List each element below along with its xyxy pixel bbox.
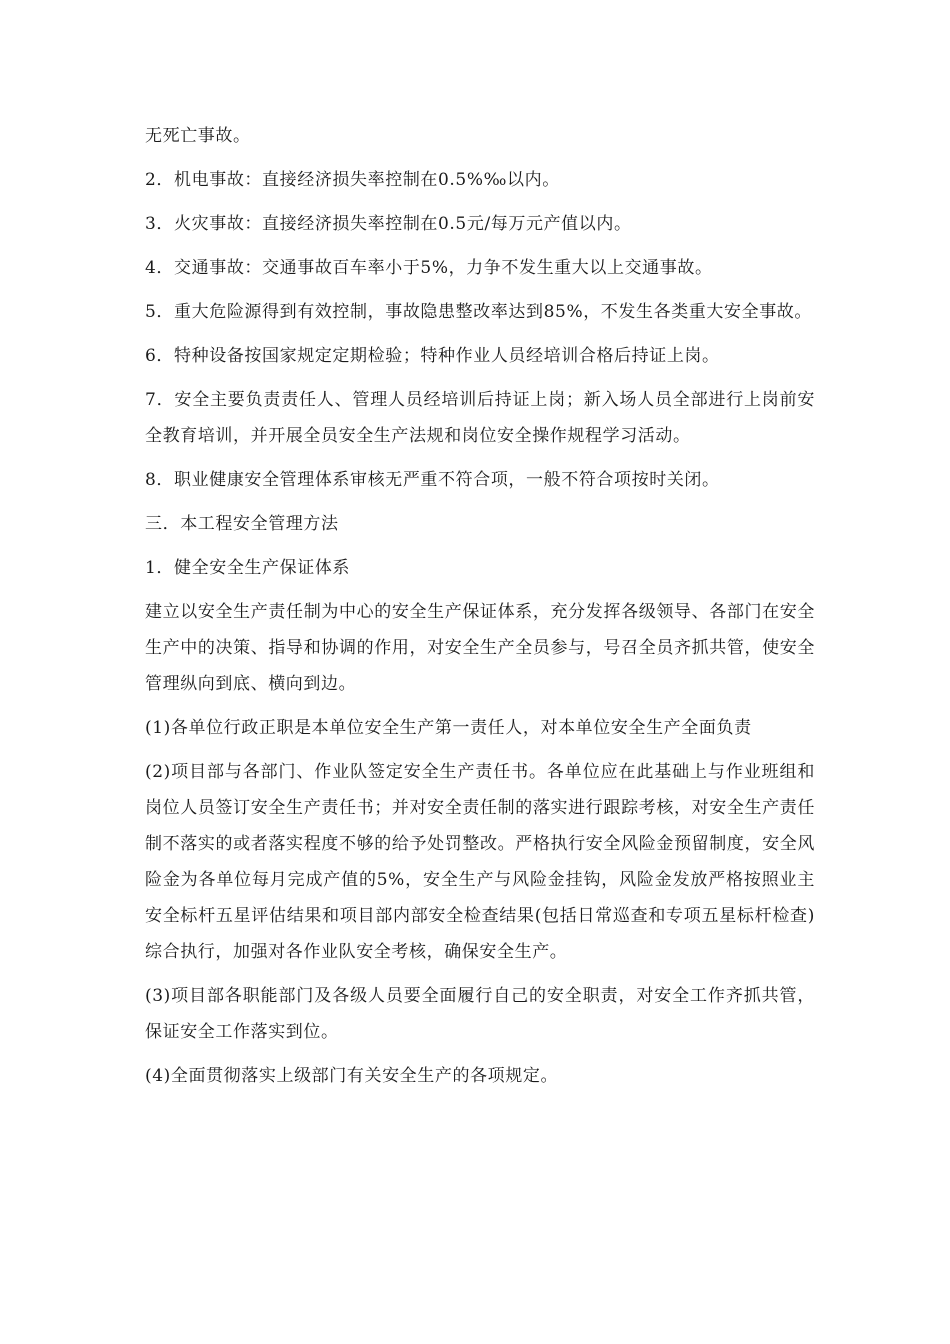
paragraph-clause-3: (3)项目部各职能部门及各级人员要全面履行自己的安全职责，对安全工作齐抓共管，保证安全工作落实到位。 xyxy=(145,986,815,1042)
paragraph-no-fatality: 无死亡事故。 xyxy=(145,126,251,146)
paragraph-clause-1: (1)各单位行政正职是本单位安全生产第一责任人，对本单位安全生产全面负责 xyxy=(145,718,752,738)
paragraph-item-3-fire: 3．火灾事故：直接经济损失率控制在0.5元/每万元产值以内。 xyxy=(145,214,632,234)
paragraph-item-8-ohs-system: 8．职业健康安全管理体系审核无严重不符合项，一般不符合项按时关闭。 xyxy=(145,470,720,490)
paragraph-clause-4: (4)全面贯彻落实上级部门有关安全生产的各项规定。 xyxy=(145,1066,559,1086)
document-body xyxy=(145,118,815,1102)
paragraph-clause-2: (2)项目部与各部门、作业队签定安全生产责任书。各单位应在此基础上与作业班组和岗位人员签订安全生产责任书；并对安全责任制的落实进行跟踪考核，对安全生产责任制不落实的或者落实程度不够的给予处罚整改。严格执行安全风险金预留制度，安全风险金为各单位每月完成产值的5%，安全生产与风险金挂钩，风险金发放严格按照业主安全标杆五星评估结果和项目部内部安全检查结果(包括日常巡查和专项五星标杆检查)综合执行，加强对各作业队安全考核，确保安全生产。 xyxy=(145,762,815,962)
subsection-heading-1: 1．健全安全生产保证体系 xyxy=(145,558,351,578)
paragraph-item-5-hazard: 5．重大危险源得到有效控制，事故隐患整改率达到85%，不发生各类重大安全事故。 xyxy=(145,302,812,322)
paragraph-item-4-traffic: 4．交通事故：交通事故百车率小于5%，力争不发生重大以上交通事故。 xyxy=(145,258,713,278)
paragraph-item-6-special-equipment: 6．特种设备按国家规定定期检验；特种作业人员经培训合格后持证上岗。 xyxy=(145,346,720,366)
paragraph-guarantee-system: 建立以安全生产责任制为中心的安全生产保证体系，充分发挥各级领导、各部门在安全生产中的决策、指导和协调的作用，对安全生产全员参与，号召全员齐抓共管，使安全管理纵向到底、横向到边。 xyxy=(145,602,815,694)
section-heading-3: 三．本工程安全管理方法 xyxy=(145,514,339,534)
paragraph-item-7-training: 7．安全主要负责责任人、管理人员经培训后持证上岗；新入场人员全部进行上岗前安全教育培训，并开展全员安全生产法规和岗位安全操作规程学习活动。 xyxy=(145,390,815,446)
paragraph-item-2-electromechanical: 2．机电事故：直接经济损失率控制在0.5%‰以内。 xyxy=(145,170,560,190)
